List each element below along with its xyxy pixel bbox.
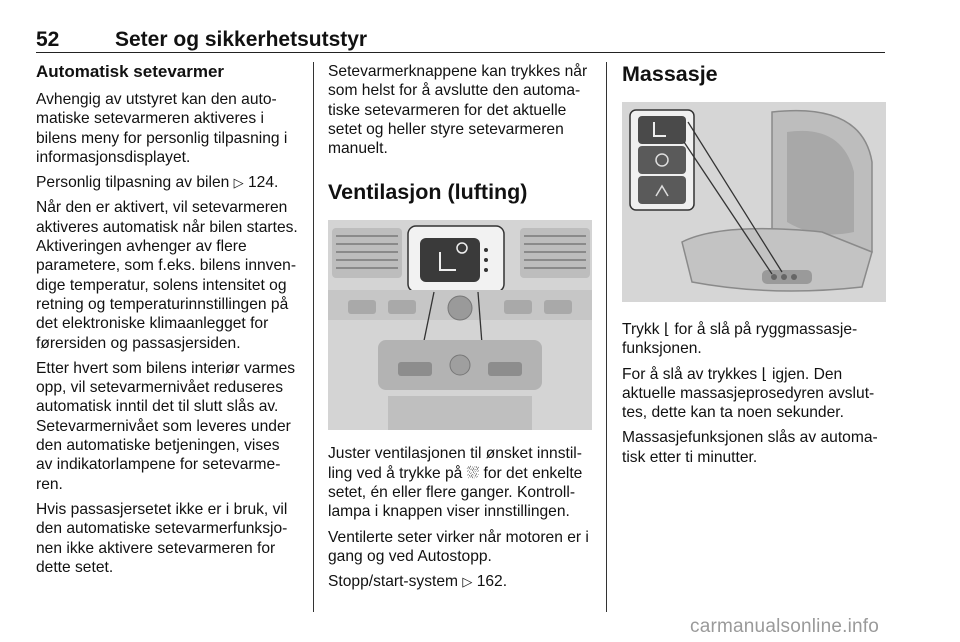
page-header xyxy=(36,28,885,53)
paragraph: Hvis passasjersetet ikke er i bruk, vil den automatiske setevarmerfunksjonen ikke aktivere setevarmeren for dette setet. xyxy=(36,500,288,576)
paragraph-text: Juster ventilasjonen til ønsket innstilling ved å trykke på xyxy=(328,445,582,482)
paragraph-text: for det enkelte setet, én eller flere ganger. Kontrolllampa i knappen viser innstillingen. xyxy=(328,464,583,521)
paragraph: Ventilerte seter virker når motoren er i gang og ved Autostopp. xyxy=(328,528,589,565)
paragraph: Setevarmerknappene kan trykkes når som helst for å avslutte den automatiske setevarmeren for det aktuelle setet og heller styre setevarmeren manuelt. xyxy=(328,63,588,158)
section-heading-ventilation: Ventilasjon (lufting) xyxy=(328,180,528,205)
reference-arrow-icon: ▷ xyxy=(462,574,473,590)
paragraph xyxy=(622,320,886,359)
paragraph: Når den er aktivert, vil setevarmeren aktiveres automatisk når bilen startes. Aktiveringen avhenger av flere parametere, som f.eks. bilens innvendige temperatur, solens intensitet og retning og temperaturinnstillingen på det elektroniske klimaanlegget for førersiden og passasjersiden. xyxy=(36,199,298,352)
paragraph-text: Personlig tilpasning av bilen xyxy=(36,174,230,192)
paragraph-text: Stopp/start-system xyxy=(328,573,458,591)
seat-ventilation-icon: ⛆ xyxy=(466,464,480,482)
column-right xyxy=(622,62,886,473)
column-middle xyxy=(328,62,592,598)
dashboard-vent-drawing xyxy=(328,220,592,430)
ventilation-illustration xyxy=(328,220,592,430)
paragraph: Etter hvert som bilens interiør varmes opp, vil setevarmernivået reduseres automatisk inntil det til slutt slås av. Setevarmernivået som leveres under den automatiske betjeningen, vises av indikatorlampene for setevarmeren. xyxy=(36,359,296,493)
massage-illustration xyxy=(622,102,886,302)
paragraph: Massasjefunksjonen slås av automatisk etter ti minutter. xyxy=(622,429,878,466)
paragraph xyxy=(328,572,592,591)
seat-massage-icon: ⌊ xyxy=(761,365,768,383)
watermark: carmanualsonline.info xyxy=(690,616,880,637)
page-reference[interactable]: 124. xyxy=(248,174,279,192)
column-divider xyxy=(313,62,314,612)
page-number: 52 xyxy=(36,28,60,51)
section-heading-massage: Massasje xyxy=(622,62,718,86)
seat-massage-icon: ⌊ xyxy=(663,321,670,338)
paragraph: Avhengig av utstyret kan den automatiske setevarmeren aktiveres i bilens meny for personlig tilpasning i informasjonsdisplayet. xyxy=(36,91,288,166)
section-heading-auto-seat-heater: Automatisk setevarmer xyxy=(36,62,225,81)
paragraph xyxy=(36,173,298,192)
paragraph xyxy=(622,365,886,423)
paragraph-text: for å slå på ryggmassasjefunksjonen. xyxy=(622,321,858,358)
column-left xyxy=(36,62,298,583)
reference-arrow-icon: ▷ xyxy=(233,175,244,191)
paragraph xyxy=(328,444,592,521)
page-reference[interactable]: 162. xyxy=(476,573,508,591)
seat-massage-drawing xyxy=(622,102,886,302)
column-divider xyxy=(606,62,607,612)
paragraph-text: igjen. Den aktuelle massasjeprosedyren avsluttes, dette kan ta noen sekunder. xyxy=(622,365,875,422)
paragraph-text: Trykk xyxy=(622,321,660,338)
page-title: Seter og sikkerhetsutstyr xyxy=(115,28,368,51)
paragraph-text: For å slå av trykkes xyxy=(622,365,758,383)
